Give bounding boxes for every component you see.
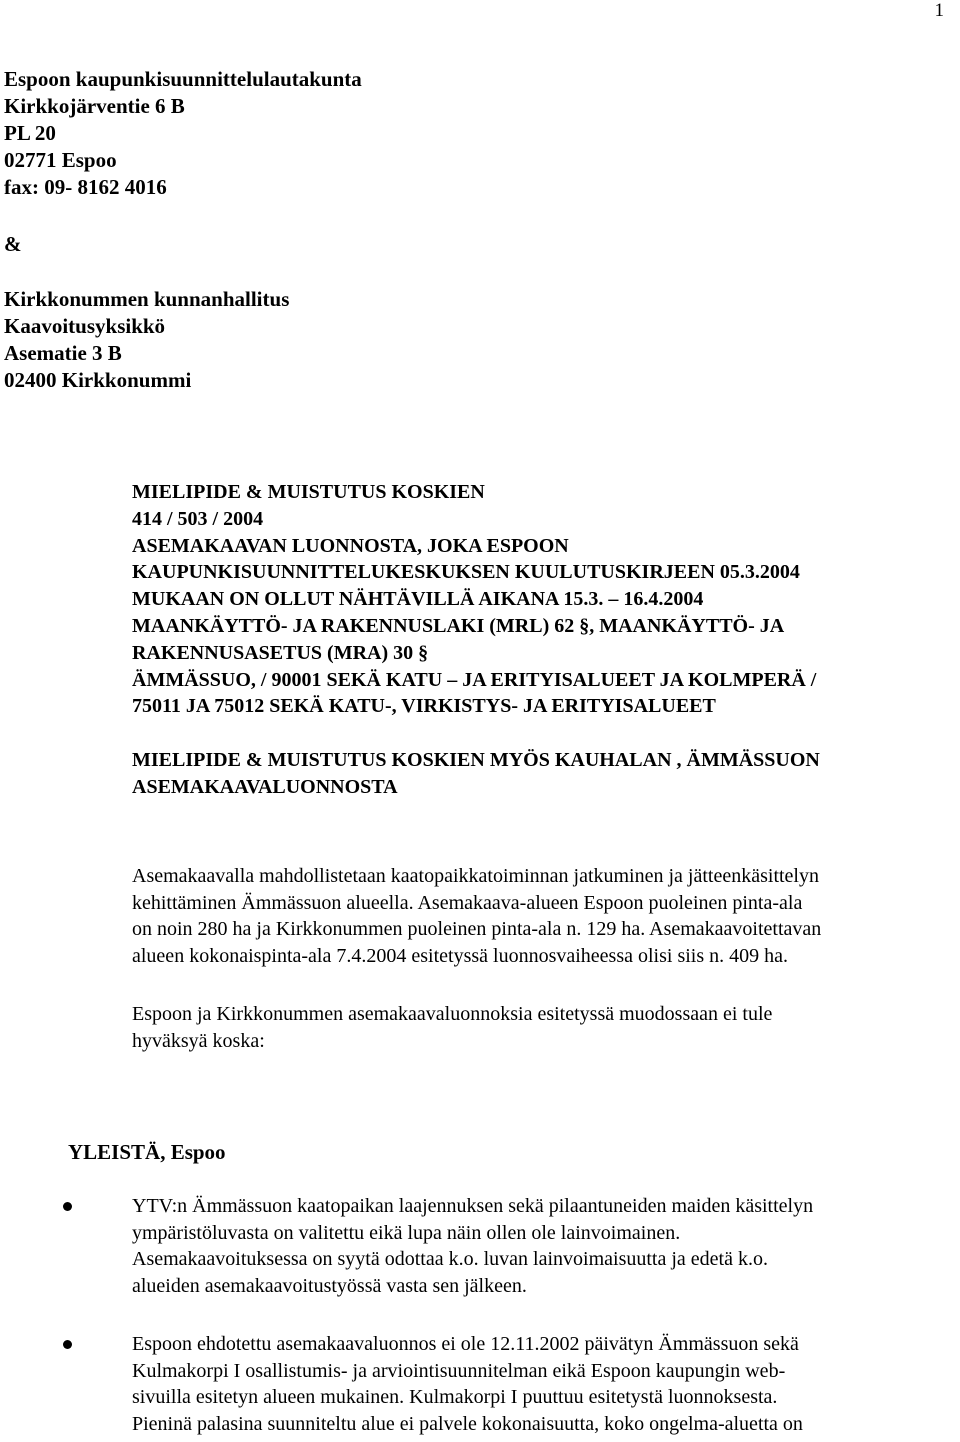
statement-paragraph [132, 1001, 958, 1054]
intro-paragraph [132, 863, 958, 969]
subject-line: 414 / 503 / 2004 [132, 507, 264, 530]
paragraph-line: kehittäminen Ämmässuon alueella. Asemakaava-alueen Espoon puoleinen pinta-ala [132, 891, 803, 914]
subject-line: KAUPUNKISUUNNITTELUKESKUKSEN KUULUTUSKIRJEEN 05.3.2004 [132, 561, 800, 584]
recipient-block-espoo [4, 66, 362, 201]
subject-line: 75011 JA 75012 SEKÄ KATU-, VIRKISTYS- JA ERITYISALUEET [132, 695, 716, 718]
recipient-line: PL 20 [4, 121, 56, 145]
bullet-dot-icon [63, 1202, 72, 1211]
subject-line: ASEMAKAAVALUONNOSTA [132, 775, 398, 798]
recipient-line: Espoon kaupunkisuunnittelulautakunta [4, 67, 362, 91]
bullet-item [132, 1193, 958, 1299]
section-heading: YLEISTÄ, Espoo [68, 1140, 226, 1164]
subject-line: RAKENNUSASETUS (MRA) 30 § [132, 641, 429, 664]
recipient-block-kirkkonummi [4, 286, 289, 394]
bullet-line: ympäristöluvasta on valitettu eikä lupa näin ollen ole lainvoimainen. [132, 1221, 681, 1244]
bullet-line: alueiden asemakaavoitustyössä vasta sen jälkeen. [132, 1274, 527, 1297]
bullet-item [132, 1331, 958, 1437]
paragraph-line: alueen kokonaispinta-ala 7.4.2004 esitetyssä luonnosvaiheessa olisi siis n. 409 ha. [132, 944, 788, 967]
subject-line: MUKAAN ON OLLUT NÄHTÄVILLÄ AIKANA 15.3. – 16.4.2004 [132, 588, 704, 611]
subject-line: ÄMMÄSSUO, / 90001 SEKÄ KATU – JA ERITYISALUEET JA KOLMPERÄ / [132, 668, 817, 691]
bullet-line: Pieninä palasina suunniteltu alue ei palvele kokonaisuutta, koko ongelma-aluetta on [132, 1412, 803, 1435]
recipient-line: fax: 09- 8162 4016 [4, 175, 167, 199]
subject-line: MAANKÄYTTÖ- JA RAKENNUSLAKI (MRL) 62 §, MAANKÄYTTÖ- JA [132, 614, 785, 637]
recipient-line: Kirkkonummen kunnanhallitus [4, 287, 290, 311]
bullet-line: YTV:n Ämmässuon kaatopaikan laajennuksen sekä pilaantuneiden maiden käsittelyn [132, 1195, 814, 1217]
recipient-line: 02400 Kirkkonummi [4, 368, 192, 392]
subject-line: ASEMAKAAVAN LUONNOSTA, JOKA ESPOON [132, 534, 569, 557]
paragraph-line: Espoon ja Kirkkonummen asemakaavaluonnoksia esitetyssä muodossaan ei tule [132, 1003, 773, 1025]
bullet-line: sivuilla esitetyn alueen mukainen. Kulmakorpi I puuttuu esitetystä luonnoksesta. [132, 1386, 778, 1409]
ampersand-separator [4, 231, 22, 258]
paragraph-line: Asemakaavalla mahdollistetaan kaatopaikkatoiminnan jatkuminen ja jätteenkäsittelyn [132, 865, 819, 887]
bullet-line: Espoon ehdotettu asemakaavaluonnos ei ole 12.11.2002 päivätyn Ämmässuon sekä [132, 1333, 799, 1355]
recipient-line: Kirkkojärventie 6 B [4, 94, 185, 118]
paragraph-line: on noin 280 ha ja Kirkkonummen puoleinen pinta-ala n. 129 ha. Asemakaavoitettavan [132, 918, 822, 941]
bullet-line: Kulmakorpi I osallistumis- ja arviointisuunnitelman eikä Espoon kaupungin web- [132, 1359, 786, 1382]
recipient-line: Asematie 3 B [4, 341, 122, 365]
ampersand: & [4, 232, 22, 256]
recipient-line: 02771 Espoo [4, 148, 117, 172]
subject-line: MIELIPIDE & MUISTUTUS KOSKIEN MYÖS KAUHALAN , ÄMMÄSSUON [132, 748, 820, 771]
subject-line: MIELIPIDE & MUISTUTUS KOSKIEN [132, 481, 485, 503]
page-number: 1 [934, 0, 944, 21]
paragraph-line: hyväksyä koska: [132, 1029, 265, 1052]
recipient-line: Kaavoitusyksikkö [4, 314, 166, 338]
bullet-line: Asemakaavoituksessa on syytä odottaa k.o. luvan lainvoimaisuutta ja edetä k.o. [132, 1248, 768, 1271]
subject-block [132, 479, 958, 801]
bullet-dot-icon [63, 1340, 72, 1349]
